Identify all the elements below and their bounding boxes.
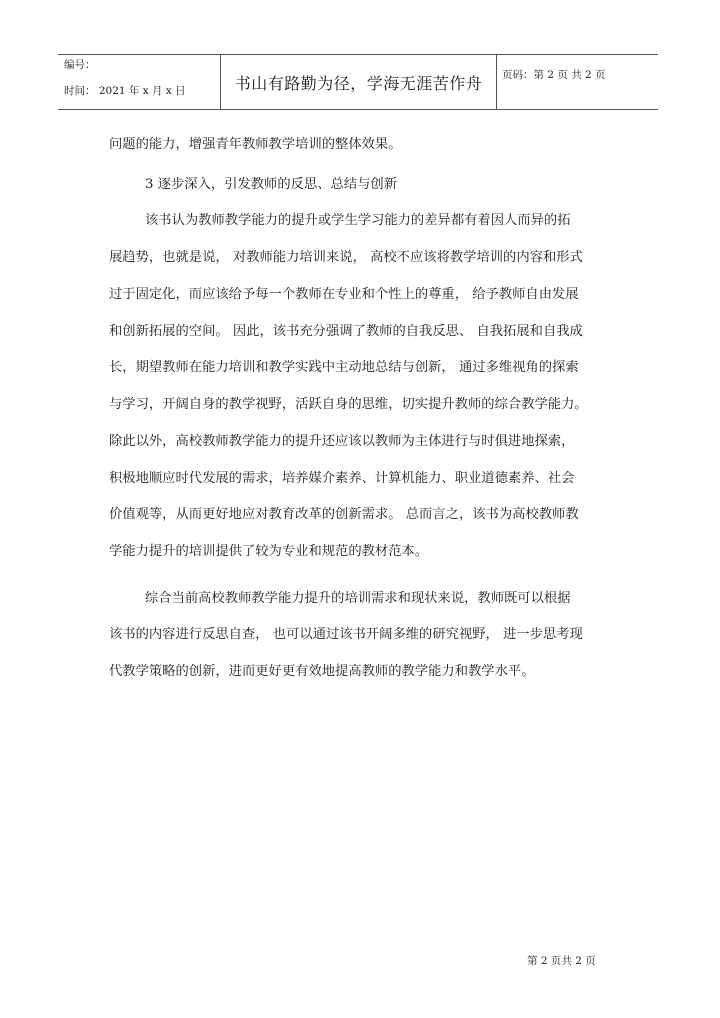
text-line: 问题的能力，增强青年教师教学培训的整体效果。 bbox=[109, 137, 402, 152]
text-line: 和创新拓展的空间。 因此，该书充分强调了教师的自我反思、 自我拓展和自我成 bbox=[109, 324, 583, 339]
section-heading: 3 逐步深入，引发教师的反思、总结与创新 bbox=[145, 177, 398, 192]
text-line: 该书的内容进行反思自查， 也可以通过该书开阔多维的研究视野， 进一步思考现 bbox=[109, 627, 583, 642]
text-line: 价值观等，从而更好地应对教育改革的创新需求。 总而言之，该书为高校教师教 bbox=[109, 507, 579, 522]
text-line: 过于固定化，而应该给予每一个教师在专业和个性上的尊重， 给予教师自由发展 bbox=[109, 287, 579, 302]
text-line: 与学习，开阔自身的教学视野，活跃自身的思维，切实提升教师的综合教学能力。 bbox=[109, 397, 588, 412]
text-line: 展趋势，也就是说， 对教师能力培训来说， 高校不应该将教学培训的内容和形式 bbox=[109, 250, 583, 265]
number-label: 编号： bbox=[64, 59, 96, 71]
text-line: 综合当前高校教师教学能力提升的培训需求和现状来说，教师既可以根据 bbox=[145, 591, 571, 606]
text-line: 除此以外，高校教师教学能力的提升还应该以教师为主体进行与时俱进地探索， bbox=[109, 434, 575, 449]
text-line: 长，期望教师在能力培训和教学实践中主动地总结与创新， 通过多维视角的探索 bbox=[109, 360, 579, 375]
text-line: 积极地顺应时代发展的需求，培养媒介素养、计算机能力、职业道德素养、社会 bbox=[109, 471, 575, 486]
page-footer: 第 2 页共 2 页 bbox=[527, 955, 596, 967]
header-page-label: 页码：第 2 页 共 2 页 bbox=[502, 69, 606, 81]
page-header bbox=[58, 54, 658, 110]
header-meta bbox=[64, 55, 214, 109]
time-label: 时间： 2021 年 x 月 x 日 bbox=[64, 85, 186, 97]
text-line: 该书认为教师教学能力的提升或学生学习能力的差异都有着因人而异的拓 bbox=[145, 213, 571, 228]
text-line: 代教学策略的创新，进而更好更有效地提高教师的教学能力和教学水平。 bbox=[109, 664, 535, 679]
text-line: 学能力提升的培训提供了较为专业和规范的教材范本。 bbox=[109, 544, 429, 559]
header-divider bbox=[496, 55, 497, 109]
header-motto: 书山有路勤为径，学海无涯苦作舟 bbox=[234, 73, 483, 93]
